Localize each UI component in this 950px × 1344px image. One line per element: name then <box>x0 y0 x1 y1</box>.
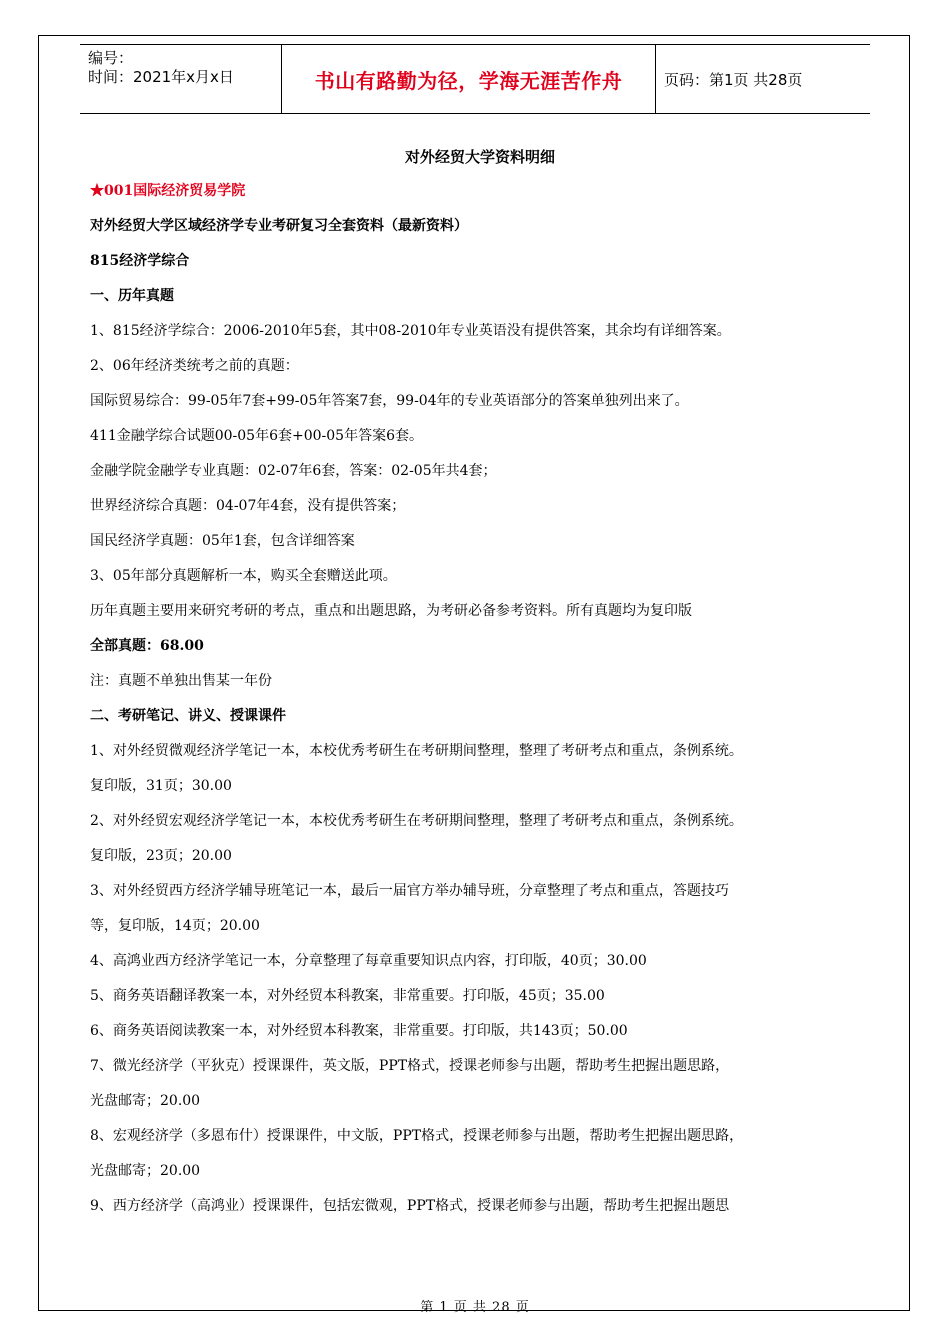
page-header <box>80 44 870 114</box>
page-footer: 第 1 页 共 28 页 <box>420 1300 530 1315</box>
document-line: 全部真题：68.00 <box>90 638 204 654</box>
document-line: 3、对外经贸西方经济学辅导班笔记一本，最后一届官方举办辅导班，分章整理了考点和重点，答题技巧 <box>90 883 729 899</box>
document-line: 金融学院金融学专业真题：02-07年6套，答案：02-05年共4套； <box>90 463 497 479</box>
document-line: 注：真题不单独出售某一年份 <box>90 673 272 689</box>
document-line: 等，复印版，14页；20.00 <box>90 918 260 934</box>
header-divider <box>655 45 656 113</box>
document-line: 6、商务英语阅读教案一本，对外经贸本科教案，非常重要。打印版，共143页；50.00 <box>90 1023 628 1039</box>
document-line: 8、宏观经济学（多恩布什）授课课件，中文版，PPT格式，授课老师参与出题，帮助考生把握出题思路， <box>90 1128 744 1144</box>
document-line: 7、微光经济学（平狄克）授课课件，英文版，PPT格式，授课老师参与出题，帮助考生把握出题思路， <box>90 1058 730 1074</box>
document-title: 对外经贸大学资料明细 <box>404 148 555 166</box>
document-line: 5、商务英语翻译教案一本，对外经贸本科教案，非常重要。打印版，45页；35.00 <box>90 988 605 1004</box>
document-body <box>90 140 870 1224</box>
document-line: 1、815经济学综合：2006-2010年5套，其中08-2010年专业英语没有提供答案，其余均有详细答案。 <box>90 323 731 339</box>
document-line: 411金融学综合试题00-05年6套+00-05年答案6套。 <box>90 428 423 444</box>
document-line: 1、对外经贸微观经济学笔记一本，本校优秀考研生在考研期间整理，整理了考研考点和重点，条例系统。 <box>90 743 743 759</box>
header-code-label: 编号： <box>88 49 134 67</box>
document-line: 一、历年真题 <box>90 288 174 304</box>
document-line: 历年真题主要用来研究考研的考点，重点和出题思路，为考研必备参考资料。所有真题均为复印版 <box>90 603 692 619</box>
document-line: 世界经济综合真题：04-07年4套，没有提供答案； <box>90 498 406 514</box>
document-line: 对外经贸大学区域经济学专业考研复习全套资料（最新资料） <box>90 218 468 234</box>
document-line: 国际贸易综合：99-05年7套+99-05年答案7套，99-04年的专业英语部分的答案单独列出来了。 <box>90 393 689 409</box>
document-line: 光盘邮寄；20.00 <box>90 1093 201 1109</box>
document-line: 2、对外经贸宏观经济学笔记一本，本校优秀考研生在考研期间整理，整理了考研考点和重点，条例系统。 <box>90 813 743 829</box>
document-line: 国民经济学真题：05年1套，包含详细答案 <box>90 533 355 549</box>
document-line: 复印版，31页；30.00 <box>90 778 232 794</box>
document-line: ★001国际经济贸易学院 <box>90 183 246 199</box>
document-line: 4、高鸿业西方经济学笔记一本，分章整理了每章重要知识点内容，打印版，40页；30.00 <box>90 953 647 969</box>
document-line: 3、05年部分真题解析一本，购买全套赠送此项。 <box>90 568 397 584</box>
document-line: 815经济学综合 <box>90 253 190 269</box>
document-line: 9、西方经济学（高鸿业）授课课件，包括宏微观，PPT格式，授课老师参与出题，帮助考生把握出题思 <box>90 1198 730 1214</box>
document-line: 光盘邮寄；20.00 <box>90 1163 201 1179</box>
document-lines <box>90 174 870 1224</box>
document-line: 2、06年经济类统考之前的真题： <box>90 358 299 374</box>
document-line: 二、考研笔记、讲义、授课课件 <box>90 708 286 724</box>
header-time-label: 时间：2021年x月x日 <box>88 68 234 86</box>
header-motto: 书山有路勤为径，学海无涯苦作舟 <box>314 68 623 93</box>
header-meta <box>88 49 278 87</box>
document-line: 复印版，23页；20.00 <box>90 848 232 864</box>
header-page-info: 页码：第1页 共28页 <box>664 70 803 89</box>
